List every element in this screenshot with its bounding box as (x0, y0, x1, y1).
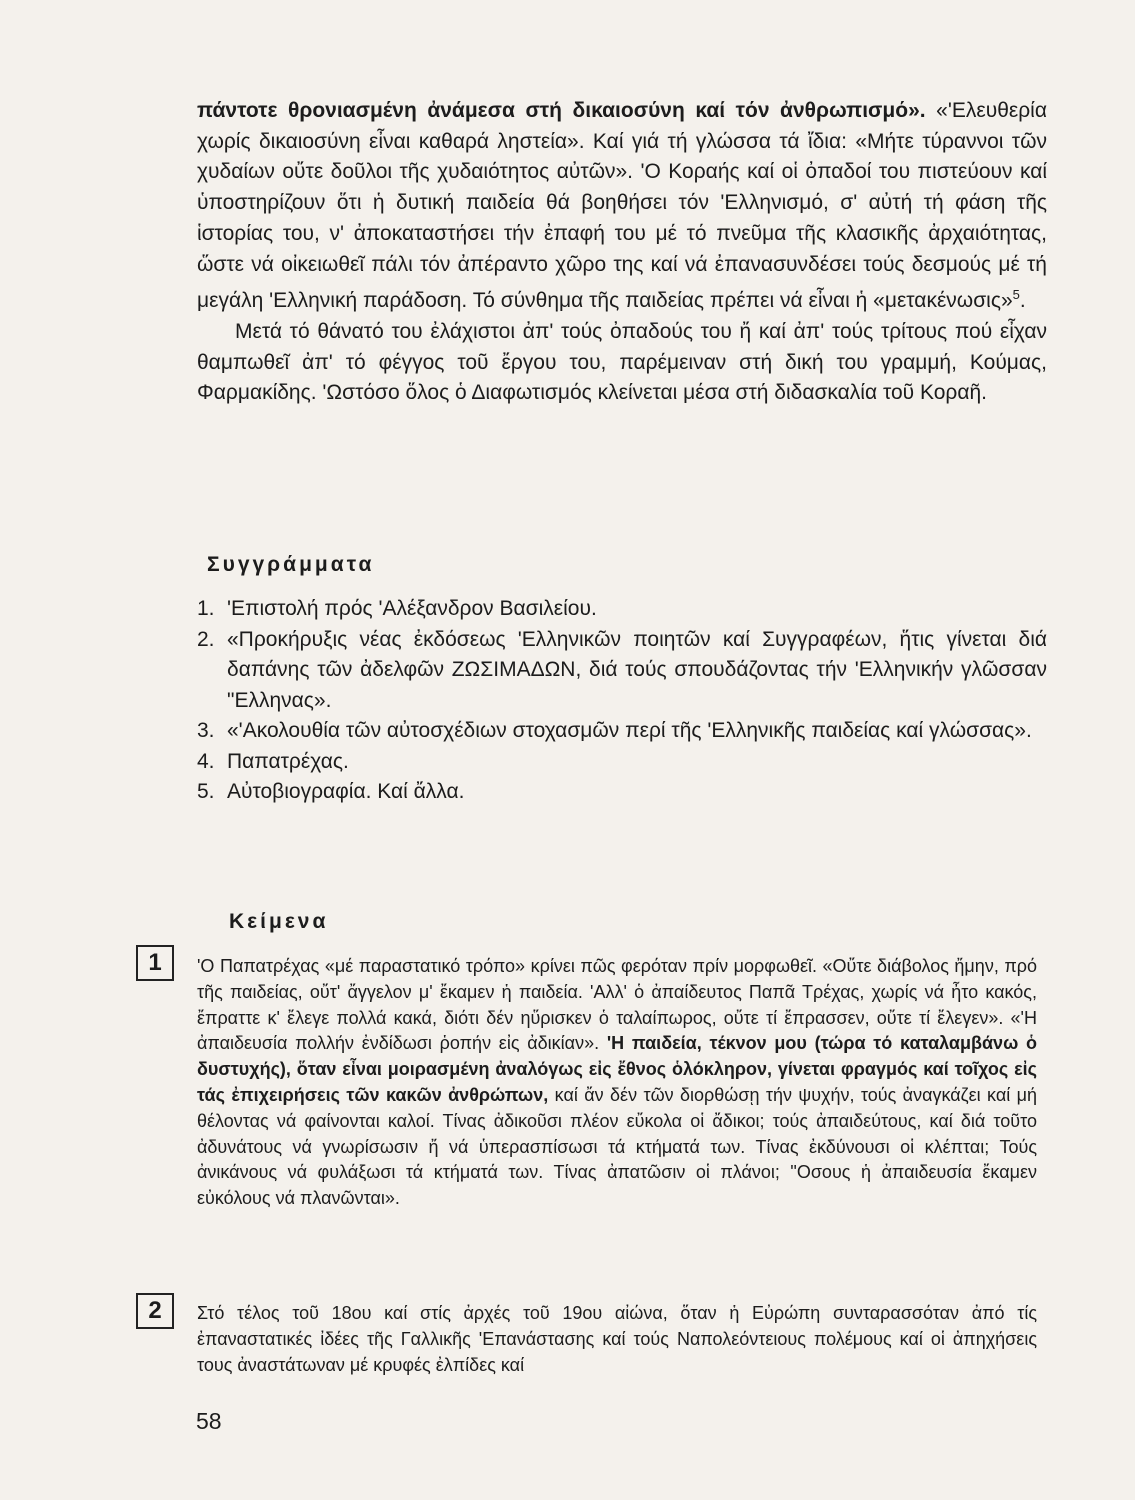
page-number: 58 (196, 1408, 222, 1434)
intro-paragraph-text: «'Ελευθερία χωρίς δικαιοσύνη εἶναι καθαρά ληστεία». Καί γιά τή γλώσσα τά ἴδια: «Μήτε τύραννοι τῶν χυδαίων οὔτε δοῦλοι τῆς χυδαιότητος αὐτῶν». 'Ο Κοραής καί οἱ ὀπαδοί του πιστεύουν καί ὑποστηρίζουν ὅτι ἡ δυτική παιδεία θά βοηθήσει τόν 'Ελληνισμό, σ' αὐτή τή φάση τῆς ἱστορίας του, ν' ἀποκαταστήσει τήν ἐπαφή του μέ τό πνεῦμα τῆς κλασικῆς ἀρχαιότητας, ὥστε νά οἰκειωθεῖ πάλι τόν ἀπέραντο χῶρο της καί νά ἐπανασυνδέσει τούς δεσμούς μέ τή μεγάλη 'Ελληνική παράδοση. Τό σύνθημα τῆς παιδείας πρέπει νά εἶναι ἡ «μετακένωσις» (197, 99, 1047, 313)
works-item-text: Αὐτοβιογραφία. Καί ἄλλα. (227, 780, 465, 803)
works-item-number: 3. (197, 719, 215, 742)
works-item-text: «Προκήρυξις νέας ἐκδόσεως 'Ελληνικῶν ποιητῶν καί Συγγραφέων, ἥτις γίνεται διά δαπάνης τῶν ἀδελφῶν ΖΩΣΙΜΑΔΩΝ, διά τούς σπουδάζοντας τήν 'Ελληνικήν γλῶσσαν "Ελληνας». (227, 627, 1047, 712)
intro-paragraph-2: Μετά τό θάνατό του ἐλάχιστοι ἀπ' τούς ὀπαδούς του ἤ καί ἀπ' τούς τρίτους πού εἶχαν θαμπωθεῖ ἀπ' τό φέγγος τοῦ ἔργου του, παρέμειναν στή δική του γραμμή, Κούμας, Φαρμακίδης. 'Ωστόσο ὅλος ὁ Διαφωτισμός κλείνεται μέσα στή διδασκαλία τοῦ Κοραῆ. (197, 319, 1047, 405)
text-1-part-1: 'Ο Παπατρέχας «μέ παραστατικό τρόπο» κρίνει πῶς φερόταν πρίν μορφωθεῖ. «Οὔτε διάβολος ἤμην, πρό τῆς παιδείας, οὔτ' ἄγγελον μ' ἔκαμεν ἡ παιδεία. 'Αλλ' ὁ ἀπαίδευτος Παπᾶ Τρέχας, χωρίς νά ἦτο κακός, ἔπραττε κ' ἔλεγε πολλά κακά, διότι δέν ηὕρισκεν ὁ ταλαίπωρος, οὔτε τί ἔπρασσεν, οὔτε τί ἔλεγεν». «'Η ἀπαιδευσία πολλήν ἐνδίδωσι ῥοπήν εἰς ἀδικίαν». (197, 956, 1037, 1054)
intro-section (197, 96, 1047, 409)
works-item (197, 747, 1047, 778)
text-1 (197, 954, 1037, 1212)
intro-paragraph (197, 96, 1047, 317)
works-item-number: 2. (197, 627, 215, 651)
works-item (197, 777, 1047, 808)
works-item-number: 5. (197, 780, 215, 803)
works-list (197, 594, 1047, 808)
works-item-number: 1. (197, 597, 215, 620)
texts-heading: Κείμενα (229, 910, 329, 933)
works-item-text: Παπατρέχας. (227, 749, 349, 773)
works-item (197, 625, 1047, 717)
works-item-text: 'Επιστολή πρός 'Αλέξανδρον Βασιλείου. (227, 597, 597, 620)
works-item-text: «'Ακολουθία τῶν αὐτοσχέδιων στοχασμῶν περί τῆς 'Ελληνικῆς παιδείας καί γλώσσας». (227, 719, 1032, 742)
works-heading: Συγγράμματα (207, 553, 375, 576)
intro-bold-line: πάντοτε θρονιασμένη ἀνάμεσα στή δικαιοσύνη καί τόν ἀνθρωπισμό». (197, 99, 926, 122)
works-item (197, 594, 1047, 625)
footnote-mark: 5 (1012, 287, 1020, 303)
works-item (197, 716, 1047, 747)
text-1-part-2: καί ἄν δέν τῶν διορθώσῃ τήν ψυχήν, τούς ἀναγκάζει καί μή θέλοντας νά φαίνονται καλοί. Τίνας ἀδικοῦσι πλέον εὔκολα οἱ ἄδικοι; τούς ἀπαιδεύτους, καί διά τοῦτο ἀδυνάτους νά γνωρίσωσιν ἤ νά ὑπερασπίσωσι τά κτήματά των. Τίνας ἐκδύνουσι οἱ κλέπται; Τούς ἀνικάνους νά φυλάξωσι τά κτήματά των. Τίνας ἀπατῶσιν οἱ πλάνοι; "Οσους ἡ ἀπαιδευσία ἔκαμεν εὐκόλους νά πλανῶνται». (197, 1084, 1037, 1209)
text-1-number-box: 1 (136, 945, 174, 981)
works-item-number: 4. (197, 749, 215, 773)
text-2-number-box: 2 (136, 1293, 174, 1329)
text-1-bold: 'Η παιδεία, τέκνον μου (τώρα τό καταλαμβάνω ὁ δυστυχής), ὅταν εἶναι μοιρασμένη ἀναλόγως εἰς ἔθνος ὁλόκληρον, γίνεται φραγμός καί τοῖχος εἰς τάς ἐπιχειρήσεις τῶν κακῶν ἀνθρώπων, (197, 1033, 1038, 1105)
text-2: Στό τέλος τοῦ 18ου καί στίς ἀρχές τοῦ 19ου αἰώνα, ὅταν ἡ Εὐρώπη συνταρασσόταν ἀπό τίς ἐπαναστατικές ἰδέες τῆς Γαλλικῆς 'Επανάστασης καί τούς Ναπολεόντειους πολέμους καί οἱ ἀπηχήσεις τους ἀναστάτωναν μέ κρυφές ἐλπίδες καί (197, 1303, 1037, 1375)
intro-paragraph-end: . (1019, 289, 1026, 313)
